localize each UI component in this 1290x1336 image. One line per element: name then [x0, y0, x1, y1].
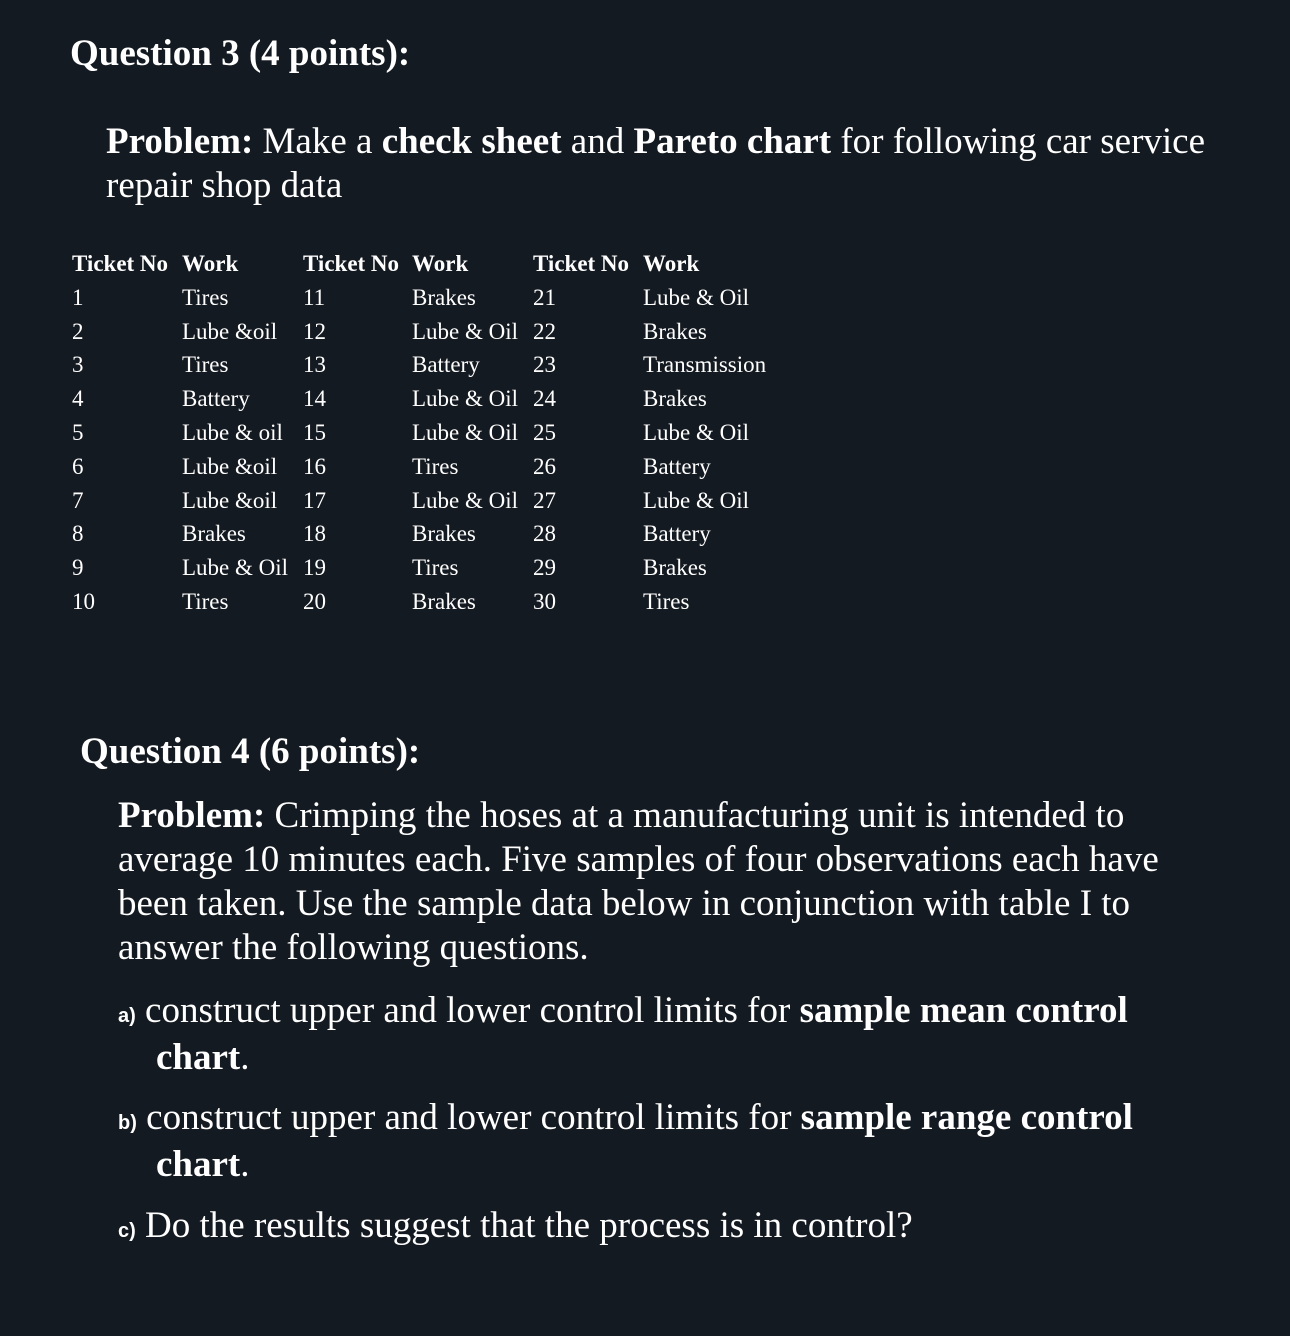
problem-label: Problem: [118, 795, 266, 836]
question-4-heading: Question 4 (6 points): [80, 731, 421, 772]
table-cell: Battery [182, 386, 250, 412]
sub-question-marker: b) [118, 1112, 137, 1134]
table-cell: 8 [72, 521, 84, 547]
table-cell: Tires [182, 284, 229, 310]
table-header-cell: Ticket No [72, 251, 169, 276]
table-cell: Brakes [412, 521, 476, 547]
problem-label: Problem: [106, 121, 254, 162]
sub-question-text: construct upper and lower control limits for [135, 990, 800, 1031]
table-cell: Battery [412, 352, 480, 378]
table-cell: Lube & Oil [643, 419, 750, 445]
table-cell: Brakes [643, 318, 707, 344]
table-cell: Tires [412, 453, 459, 479]
table-cell: Brakes [412, 588, 476, 614]
sub-question-a [118, 990, 1228, 1079]
problem-text: Make a [253, 121, 382, 162]
period: . [240, 1144, 250, 1185]
table-cell: 23 [533, 352, 556, 378]
table-header-cell: Work [643, 251, 700, 276]
table-cell: 9 [72, 555, 84, 581]
table-header-cell: Work [412, 251, 469, 276]
table-cell: 25 [533, 419, 556, 445]
period: . [240, 1037, 250, 1078]
chart-term: chart [156, 1037, 241, 1078]
table-cell: 11 [303, 284, 326, 310]
table-cell: Lube &oil [182, 318, 278, 344]
table-cell: 17 [303, 487, 326, 513]
table-cell: Transmission [643, 352, 767, 378]
pareto-chart-term: Pareto chart [633, 121, 832, 162]
table-cell: Tires [182, 588, 229, 614]
problem-text: for following car service repair shop data [106, 121, 1206, 206]
table-cell: Lube & Oil [412, 318, 519, 344]
sub-question-text: construct upper and lower control limits for [136, 1097, 801, 1138]
table-cell: 6 [72, 453, 84, 479]
table-cell: 30 [533, 588, 556, 614]
table-header-cell: Ticket No [533, 251, 630, 276]
table-cell: 14 [303, 386, 326, 412]
table-cell: Brakes [412, 284, 476, 310]
table-cell: 12 [303, 318, 326, 344]
sub-question-continuation [118, 1144, 1228, 1186]
sample-range-term: sample range control [800, 1097, 1133, 1138]
table-cell: Lube & Oil [412, 487, 519, 513]
question-3-problem [106, 120, 1206, 208]
table-cell: Tires [643, 588, 690, 614]
table-cell: 27 [533, 487, 556, 513]
table-cell: 15 [303, 419, 326, 445]
table-cell: 19 [303, 555, 326, 581]
sub-question-c [118, 1205, 1228, 1252]
table-cell: Battery [643, 521, 711, 547]
sample-mean-term: sample mean control [799, 990, 1128, 1031]
table-header-cell: Ticket No [303, 251, 400, 276]
table-cell: Lube &oil [182, 487, 278, 513]
chart-term: chart [156, 1144, 241, 1185]
table-cell: 7 [72, 487, 84, 513]
problem-text: Crimping the hoses at a manufacturing unit is intended to average 10 minutes each. Five samples of four observations each have been taken. Use the sample data below in conjunction with table I to answer the following questions. [118, 795, 1159, 968]
sub-question-marker: c) [118, 1220, 136, 1242]
table-cell: 28 [533, 521, 556, 547]
table-header-cell: Work [182, 251, 239, 276]
question-3-heading: Question 3 (4 points): [70, 33, 411, 74]
table-cell: Tires [182, 352, 229, 378]
table-cell: Lube & Oil [412, 419, 519, 445]
table-cell: Lube & Oil [643, 487, 750, 513]
sub-question-continuation [118, 1037, 1228, 1079]
table-cell: 21 [533, 284, 556, 310]
table-cell: Brakes [643, 555, 707, 581]
question-4-problem [118, 794, 1228, 970]
table-cell: Lube & Oil [182, 555, 289, 581]
table-cell: 13 [303, 352, 326, 378]
table-cell: Lube &oil [182, 453, 278, 479]
table-cell: 16 [303, 453, 326, 479]
table-cell: 26 [533, 453, 556, 479]
table-cell: Brakes [643, 386, 707, 412]
table-cell: Battery [643, 453, 711, 479]
table-cell: Lube & Oil [643, 284, 750, 310]
table-cell: 5 [72, 419, 84, 445]
table-cell: 29 [533, 555, 556, 581]
check-sheet-term: check sheet [381, 121, 562, 162]
table-cell: 10 [72, 588, 95, 614]
problem-text: and [561, 121, 634, 162]
table-cell: 2 [72, 318, 84, 344]
table-cell: 22 [533, 318, 556, 344]
sub-question-text: Do the results suggest that the process is in control? [135, 1205, 913, 1246]
table-cell: 1 [72, 284, 84, 310]
table-cell: 20 [303, 588, 326, 614]
table-cell: Lube & Oil [412, 386, 519, 412]
table-cell: 18 [303, 521, 326, 547]
table-cell: Lube & oil [182, 419, 283, 445]
table-cell: 24 [533, 386, 556, 412]
sub-question-b [118, 1097, 1228, 1186]
table-cell: 4 [72, 386, 84, 412]
sub-question-marker: a) [118, 1005, 136, 1027]
table-cell: Brakes [182, 521, 246, 547]
table-cell: 3 [72, 352, 84, 378]
table-cell: Tires [412, 555, 459, 581]
